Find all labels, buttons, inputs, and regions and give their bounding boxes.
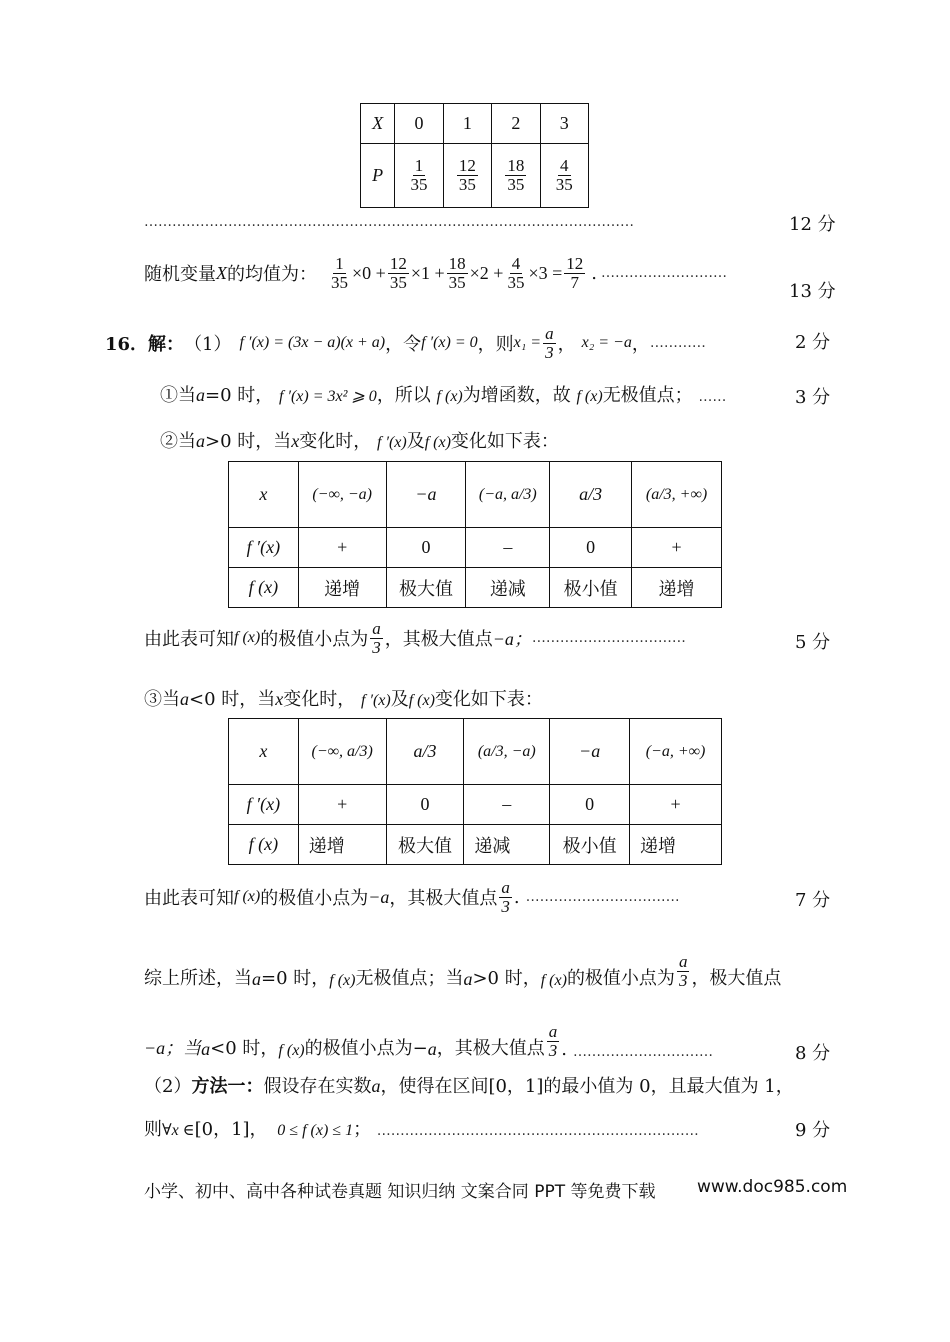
mean-line: 随机变量 X 的均值为： $\frac{1}{35}$ ×0 + $\frac{12}{35}$ ×1 + $\frac{18}{35}$ ×2 + $\frac{4}{35}$ ×3 = $\frac{12}{7}$ . ……………………… bbox=[144, 253, 727, 292]
mean-expression: $\frac{1}{35}$ ×0 + $\frac{12}{35}$ ×1 + $\frac{18}{35}$ ×2 + $\frac{4}{35}$ ×3 = $\frac{12}{7}$ bbox=[331, 253, 584, 292]
part2-line-2: 则∀x ∈[0，1]， 0 ≤ f (x) ≤ 1； …………………………………………………………… bbox=[144, 1119, 699, 1140]
table2-header: −a bbox=[386, 462, 466, 528]
table2-f: 极小值 bbox=[550, 568, 632, 608]
footer-text: 小学、初中、高中各种试卷真题 知识归纳 文案合同 PPT 等免费下载 bbox=[144, 1182, 656, 1202]
table2-fprime: – bbox=[466, 528, 550, 568]
dist-p-cell: $\frac{4}{35}$ bbox=[540, 144, 588, 208]
case2-line: ②当a>0 时，当x变化时， f ′(x)及f (x)变化如下表： bbox=[160, 431, 559, 452]
score-5: 5 分 bbox=[795, 632, 831, 653]
table3-f: 递增 bbox=[298, 825, 386, 865]
conclusion2-line: 由此表可知 f (x) 的极值小点为 $\frac{a}{3}$ ，其极大值点 −a； …………………………… bbox=[144, 618, 686, 657]
table2-fprime: 0 bbox=[550, 528, 632, 568]
table2-f: 递增 bbox=[632, 568, 722, 608]
conclusion3-line: 由此表可知 f (x) 的极值小点为 −a ，其极大值点 $\frac{a}{3}$ . …………………………… bbox=[144, 877, 680, 916]
table3-header: (a/3, −a) bbox=[464, 719, 550, 785]
table3-f: 递增 bbox=[630, 825, 722, 865]
table3-f: f (x) bbox=[229, 825, 299, 865]
case3-line: ③当a<0 时，当x变化时， f ′(x)及f (x)变化如下表： bbox=[144, 689, 543, 710]
table2-header: a/3 bbox=[550, 462, 632, 528]
dist-header-cell: 1 bbox=[443, 104, 491, 144]
table3-fprime: + bbox=[630, 785, 722, 825]
dist-header-x: X bbox=[361, 104, 395, 144]
score-12: 12 分 bbox=[789, 214, 836, 235]
table3-fprime: f ′(x) bbox=[229, 785, 299, 825]
table3-fprime: 0 bbox=[550, 785, 630, 825]
score-line-12: …………………………………………………………………………………………… bbox=[144, 214, 634, 230]
score-3: 3 分 bbox=[795, 387, 831, 408]
variation-table-a-positive bbox=[228, 461, 722, 608]
table2-fprime: 0 bbox=[386, 528, 466, 568]
variation-table-a-negative bbox=[228, 718, 722, 865]
table2-header: (−a, a/3) bbox=[466, 462, 550, 528]
table2-fprime: f ′(x) bbox=[229, 528, 299, 568]
dist-p-cell: $\frac{1}{35}$ bbox=[395, 144, 443, 208]
table3-f: 极大值 bbox=[386, 825, 464, 865]
footer-url[interactable]: www.doc985.com bbox=[697, 1177, 848, 1197]
score-2: 2 分 bbox=[795, 332, 831, 353]
case1-line: ①当a=0 时， f ′(x) = 3x² ⩾ 0，所以 f (x)为增函数，故 f (x)无极值点； …… bbox=[160, 385, 727, 406]
table2-f: 递增 bbox=[298, 568, 386, 608]
summary-line-2: −a；当 a <0 时， f (x) 的极值小点为− a ，其极大值点 $\frac{a}{3}$ . ………………………… bbox=[144, 1022, 713, 1061]
q16-line: 16．解： （1） f ′(x) = (3x − a)(x + a) ，令 f ′(x) = 0 ，则 x₁ = $\frac{a}{3}$ ， x₂ = −a ， ………… bbox=[105, 323, 706, 362]
dist-header-cell: 0 bbox=[395, 104, 443, 144]
table3-fprime: 0 bbox=[386, 785, 464, 825]
table3-fprime: – bbox=[464, 785, 550, 825]
part2-line-1: （2）方法一：假设存在实数a，使得在区间[0，1]的最小值为 0，且最大值为 1， bbox=[144, 1076, 794, 1097]
table3-f: 递减 bbox=[464, 825, 550, 865]
table2-fprime: + bbox=[632, 528, 722, 568]
table2-fprime: + bbox=[298, 528, 386, 568]
dist-p-label: P bbox=[361, 144, 395, 208]
table3-header: (−a, +∞) bbox=[630, 719, 722, 785]
dist-header-cell: 3 bbox=[540, 104, 588, 144]
table2-f: f (x) bbox=[229, 568, 299, 608]
score-7: 7 分 bbox=[795, 890, 831, 911]
table3-header: x bbox=[229, 719, 299, 785]
distribution-table bbox=[360, 103, 589, 208]
dist-header-cell: 2 bbox=[492, 104, 540, 144]
table3-header: (−∞, a/3) bbox=[298, 719, 386, 785]
table3-f: 极小值 bbox=[550, 825, 630, 865]
table2-header: x bbox=[229, 462, 299, 528]
table2-header: (a/3, +∞) bbox=[632, 462, 722, 528]
score-8: 8 分 bbox=[795, 1043, 831, 1064]
table3-header: −a bbox=[550, 719, 630, 785]
table2-header: (−∞, −a) bbox=[298, 462, 386, 528]
table3-header: a/3 bbox=[386, 719, 464, 785]
dist-p-cell: $\frac{18}{35}$ bbox=[492, 144, 540, 208]
table2-f: 递减 bbox=[466, 568, 550, 608]
table2-f: 极大值 bbox=[386, 568, 466, 608]
score-9: 9 分 bbox=[795, 1120, 831, 1141]
table3-fprime: + bbox=[298, 785, 386, 825]
score-13: 13 分 bbox=[789, 281, 836, 302]
summary-line-1: 综上所述，当 a =0 时， f (x) 无极值点；当 a >0 时， f (x) 的极值小点为 $\frac{a}{3}$ ，极大值点 bbox=[144, 952, 782, 991]
dist-p-cell: $\frac{12}{35}$ bbox=[443, 144, 491, 208]
